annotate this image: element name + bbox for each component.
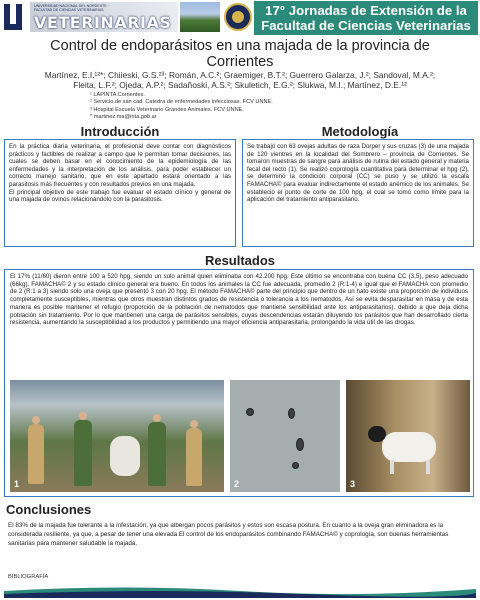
event-banner	[254, 1, 478, 35]
poster-header	[0, 0, 480, 36]
introduccion-paragraph-2: El principal objetivo de este trabajo fue evaluar el estado clínico y general de una majada de ovinos relacionándolo con la parasitosis.	[9, 188, 231, 204]
affiliation-3: ³ Hospital Escuela Veterinario Grandes Animales. FCV UNNE.	[90, 106, 244, 113]
introduccion-paragraph-1: En la práctica diaria veterinaria, el profesional deve contar con diagnósticos prácticos y factibles de realizar a campo que le permitan tomar decisiones, las cuales se deben basar en el conocimiento de la epidemiología de las enfermedades y la interpretación de los análisis, para poder establecer un correcto manejo sanitario, que en este apartado estará orientado a las parasitosis más frecuentes y con resultados previos en una majada.	[9, 143, 231, 188]
authors	[8, 70, 472, 90]
photo-dorper-sheep	[346, 380, 470, 492]
event-title-line1: 17° Jornadas de Extensión de la	[265, 3, 467, 18]
photo-label-3: 3	[350, 479, 356, 489]
authors-line2: Fleita, L.F.²; Ojeda, A.P.²; Sadañoski, A.S.²; Skuletich, E.G.²; Slukwa, M.I.; Martínez, D.E.¹²	[73, 80, 407, 90]
metodologia-heading: Metodología	[321, 124, 399, 139]
affiliation-2: ² Servicio de san cad. Catedra de enfermedades infecciosas. FCV UNNE.	[90, 99, 273, 106]
bibliografia-heading: BIBLIOGRAFÍA	[8, 574, 49, 580]
introduccion-heading: Introducción	[80, 124, 160, 139]
affiliations	[90, 92, 390, 121]
photo-microscope-eggs	[230, 380, 340, 492]
poster-title-line2: Corrientes	[206, 54, 274, 70]
resultados-heading: Resultados	[204, 253, 276, 268]
photo-field-work	[10, 380, 224, 492]
photo-label-2: 2	[234, 479, 240, 489]
resultados-paragraph: El 17% (11/60) dieron entre 100 a 520 hpg, siendo un solo animal quien eliminaba con 42.200 hpg. Este último se encontraba con buena CC (3,5), peso adecuado (66kg), FAMACHA© 2 y su estado clínico general era bueno. En todos los animales la CC fue adecuada, promedio 2 (R:1-4) e igual que el FAMACHA con promedio de 2 (R:1 a 3) siendo solo una oveja que presentó 3 con 20 hpg. El método FAMACHA© parte del principio que dentro de un hato existe una proporción de individuos completamente susceptibles, mientras que otros muestran distintos grados de resistencia o tolerancia a los nematodos. Así se evita desparasitar en masa y de esta manera es posible mantener el refugio (proporción de la población de nematodos que mantiene sensibilidad ante los antiparasitarios), debido a que deja dicha población sin tratamiento. Por lo que mantienen una carga de parásitos sensibles, cuyas descendencias estarán diluyendo los parásitos que han desarrollado cierta resistencia, aumentando la susceptibilidad a los productos y permitiendo una mayor eficiencia antiparasitaria, prolongando la vida útil de las drogas.	[10, 273, 468, 327]
conclusiones-paragraph: El 83% de la majada fue tolerante a la infestación, ya que albergan pocos parásitos y estos son escasa postura. En cuanto a la oveja gran eliminadora es la considerada resiliente, ya que, a pesar de tener una elevada El control de los endoparásitos combinando FAMACHA© y coprología, son buenas herramientas sanitarias para mantener saludable la majada.	[8, 522, 449, 547]
authors-line1: Martínez, E.I.¹²*; Chiieski, G.S.²³; Román, A.C.²; Graemiger, B.T.²; Guerrero Galarza, J.²; Sandoval, M.A.²;	[44, 70, 436, 80]
faculty-wordmark: VETERINARIAS	[34, 13, 172, 32]
faculty-banner	[30, 2, 178, 32]
unne-logo	[4, 2, 30, 32]
affiliation-1: ¹ LAPINTA Corrientes.	[90, 92, 145, 98]
photo-label-1: 1	[14, 479, 20, 489]
campus-photo	[180, 2, 220, 32]
metodologia-paragraph: Se trabajó con 63 ovejas adultas de raza Dorper y sus cruzas (3) de una majada de 120 vientres en la localidad del Sombrero – provincia de Corrientes. Se tomaron muestras de sangre para análisis de rutina del estado general y materia fecal del recto (1). Se realizó coprología cuantitativa para determinar el hpg (2), se determinó la condición corporal (CC) se puso y se utilizó la escala FAMACHA© para evaluar indirectamente el estado anémico de los animales. Se estableció el punto de corte de 100 hpg, el cual se tomó como límite para la aplicación del tratamiento antiparasitario.	[247, 143, 469, 204]
conclusiones-heading: Conclusiones	[6, 502, 92, 517]
contact-email: * martinez.ma@inta.gob.ar	[90, 113, 157, 120]
poster-title-line1: Control de endoparásitos en una majada de la provincia de	[50, 38, 430, 54]
footer-wave	[4, 584, 476, 598]
university-name: UNIVERSIDAD NACIONAL DEL NORDESTE · FACULTAD DE CIENCIAS VETERINARIAS	[34, 4, 109, 12]
metodologia-box	[242, 139, 474, 247]
introduccion-box	[4, 139, 236, 247]
poster-title	[0, 38, 480, 70]
results-photos	[10, 380, 470, 492]
faculty-seal	[224, 3, 252, 31]
event-title-line2: Facultad de Ciencias Veterinarias	[261, 18, 471, 33]
